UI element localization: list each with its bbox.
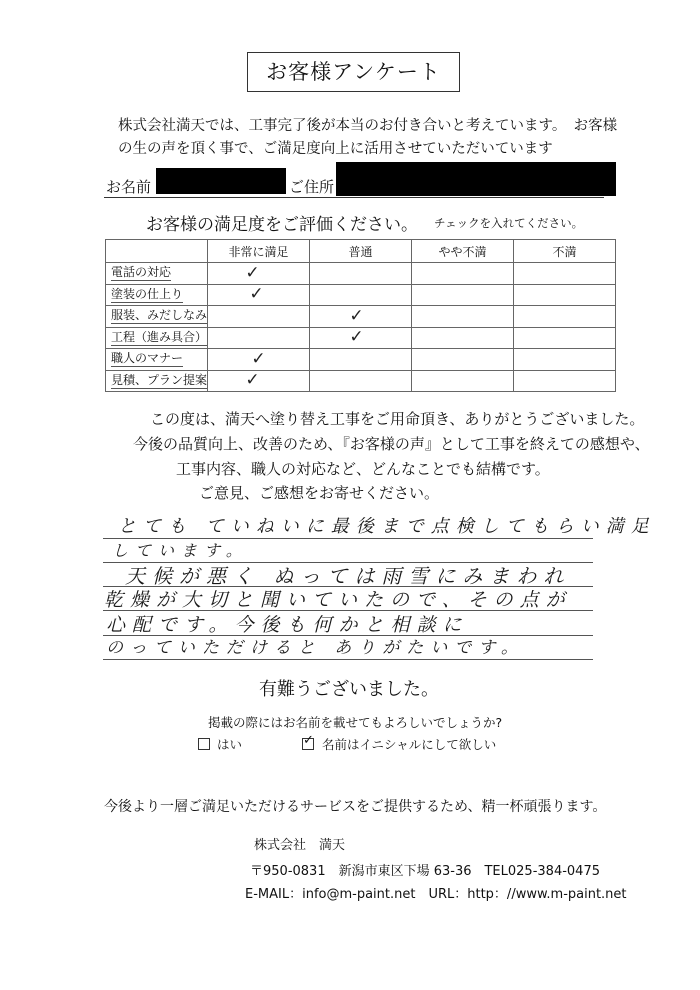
rating-header-blank: [106, 240, 208, 263]
checkbox-yes[interactable]: [198, 738, 210, 750]
rating-cell[interactable]: [514, 306, 616, 328]
comment-line: しています。: [112, 541, 249, 560]
rating-cell[interactable]: [412, 327, 514, 349]
check-mark-icon: ✓: [303, 733, 314, 748]
rating-cell[interactable]: [412, 349, 514, 371]
rating-col-very-satisfied: 非常に満足: [208, 240, 310, 263]
rating-cell[interactable]: [412, 306, 514, 328]
rating-row-label-cell: [106, 284, 208, 306]
rating-cell[interactable]: [310, 370, 412, 392]
rating-cell[interactable]: [514, 370, 616, 392]
rating-col-normal: 普通: [310, 240, 412, 263]
rating-row: [106, 349, 616, 371]
comment-line: とても ていねいに最後まで点検してもらい満足: [118, 516, 656, 537]
rating-cell[interactable]: [514, 349, 616, 371]
check-mark-icon: ✓: [249, 284, 264, 305]
rating-cell[interactable]: [310, 306, 412, 328]
rating-cell[interactable]: [208, 306, 310, 328]
rating-note: チェックを入れてください。: [434, 216, 584, 230]
name-redaction: [156, 168, 286, 194]
rating-row: [106, 370, 616, 392]
check-mark-icon: ✓: [349, 305, 364, 326]
message-line-4: ご意見、ご感想をお寄せください。: [199, 484, 440, 502]
rating-cell[interactable]: [412, 370, 514, 392]
rating-row: [106, 327, 616, 349]
rating-cell[interactable]: [310, 284, 412, 306]
rating-row: [106, 263, 616, 285]
rating-cell[interactable]: [514, 284, 616, 306]
rating-col-slightly-dissatisfied: やや不満: [412, 240, 514, 263]
rating-heading: お客様の満足度をご評価ください。: [146, 215, 418, 235]
rating-row-label-cell: [106, 327, 208, 349]
comment-line: 心配です。今後も何かと相談に: [106, 614, 469, 636]
rating-row-label-cell: [106, 306, 208, 328]
checkbox-initial[interactable]: [302, 733, 314, 750]
rating-cell[interactable]: [208, 284, 310, 306]
rating-cell[interactable]: [310, 263, 412, 285]
comment-line: 天候が悪く ぬっては雨雪にみまわれ: [125, 564, 571, 588]
message-line-3: 工事内容、職人の対応など、どんなことでも結構です。: [176, 460, 550, 478]
rating-cell[interactable]: [208, 263, 310, 285]
rating-row-label-cell: [106, 263, 208, 285]
rating-cell[interactable]: [412, 284, 514, 306]
rating-row-label: 電話の対応: [111, 265, 172, 280]
closing-text: 今後より一層ご満足いただけるサービスをご提供するため、精一杯頑張ります。: [104, 799, 607, 815]
comment-rule: [103, 659, 593, 660]
check-mark-icon: ✓: [251, 348, 266, 369]
rating-row-label: 職人のマナー: [111, 351, 184, 366]
option-yes[interactable]: [198, 735, 242, 753]
address-redaction: [336, 162, 616, 196]
rating-row-label: 工程（進み具合）: [111, 329, 208, 344]
rating-cell[interactable]: [208, 349, 310, 371]
check-mark-icon: ✓: [245, 262, 260, 283]
address-label: ご住所: [289, 178, 335, 196]
message-line-2: 今後の品質向上、改善のため、『お客様の声』として工事を終えての感想や、: [133, 435, 650, 453]
rating-row-label: 見積、プラン提案: [111, 372, 208, 387]
check-mark-icon: ✓: [349, 327, 364, 348]
rating-cell[interactable]: [310, 327, 412, 349]
rating-cell[interactable]: [208, 370, 310, 392]
name-label: お名前: [106, 178, 152, 196]
company-address: 〒950-0831 新潟市東区下場 63-36 TEL025-384-0475: [250, 864, 600, 879]
rating-row-label: 服装、みだしなみ: [111, 308, 208, 323]
option-initial-label: 名前はイニシャルにして欲しい: [321, 737, 497, 752]
company-contact: E-MAIL：info@m-paint.net URL：http：//www.m-paint.net: [245, 887, 627, 902]
rating-cell[interactable]: [514, 327, 616, 349]
rating-header-row: [106, 240, 616, 263]
message-line-1: この度は、満天へ塗り替え工事をご用命頂き、ありがとうございました。: [150, 410, 645, 428]
intro-line-2: の生の声を頂く事で、ご満足度向上に活用させていただいています: [118, 141, 553, 157]
option-yes-label: はい: [216, 737, 242, 752]
rating-row-label: 塗装の仕上り: [111, 286, 184, 301]
name-address-underline: [104, 197, 604, 198]
rating-col-dissatisfied: 不満: [514, 240, 616, 263]
rating-table: [105, 239, 616, 392]
rating-row-label-cell: [106, 370, 208, 392]
rating-row: [106, 306, 616, 328]
rating-row: [106, 284, 616, 306]
page-title: お客様アンケート: [247, 52, 460, 92]
option-initial[interactable]: [302, 735, 496, 753]
rating-cell[interactable]: [412, 263, 514, 285]
thanks-text: 有難うございました。: [259, 679, 439, 700]
check-mark-icon: ✓: [245, 370, 260, 391]
publish-question: 掲載の際にはお名前を載せてもよろしいでしょうか?: [208, 715, 503, 730]
intro-line-1: 株式会社満天では、工事完了後が本当のお付き合いと考えています。 お客様: [118, 118, 618, 134]
comment-line: のっていただけると ありがたいです。: [106, 638, 525, 658]
company-name: 株式会社 満天: [254, 838, 346, 853]
rating-row-label-cell: [106, 349, 208, 371]
comment-line: 乾燥が大切と聞いていたので、その点が: [104, 589, 572, 611]
rating-cell[interactable]: [310, 349, 412, 371]
rating-cell[interactable]: [208, 327, 310, 349]
rating-cell[interactable]: [514, 263, 616, 285]
